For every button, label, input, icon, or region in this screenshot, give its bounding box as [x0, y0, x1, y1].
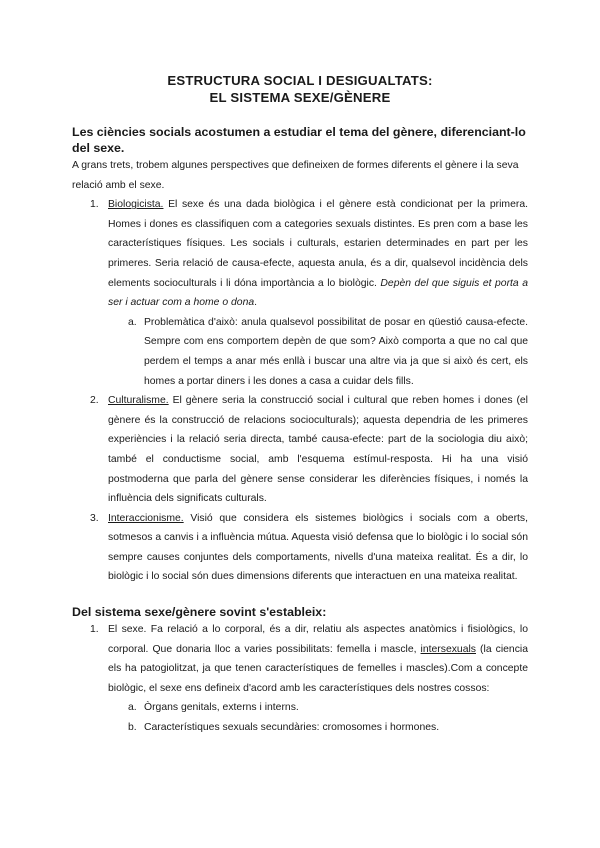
item-text: Visió que considera els sistemes biològics i socials com a oberts, sotmesos a canvis i a influència mútua. Aquesta visió defensa que lo biològic i lo social són sempre causes conjuntes dels comportaments, nivells d'una mateixa realitat. És a dir, lo biològic i lo social són dues dimensions diferents que interactuen en una mateixa realitat. [108, 512, 528, 583]
sub-list-letter: a. [128, 702, 137, 714]
sub-list-item [72, 313, 528, 391]
sub-list-item [72, 698, 528, 718]
section1-heading: Les ciències socials acostumen a estudiar el tema del gènere, diferenciant-lo del sexe. [72, 125, 526, 155]
sexe-genere-list [72, 620, 528, 738]
list-number: 3. [90, 512, 99, 524]
term-culturalisme: Culturalisme. [108, 395, 169, 407]
sub-list-letter: b. [128, 722, 137, 734]
term-biologicista: Biologicista. [108, 199, 164, 211]
list-item [72, 195, 528, 313]
list-item [72, 620, 528, 698]
sub-item-text: Problemàtica d'això: anula qualsevol possibilitat de posar en qüestió causa-efecte. Sempre com ens comportem depèn de que som? Això comporta a que no cal que perdem el temps a anar més enllà i buscar una altre via ja que si això és cert, els homes a portar diners i les dones a casa a cuidar dels fills. [144, 316, 528, 387]
list-number: 1. [90, 624, 99, 636]
list-number: 2. [90, 395, 99, 407]
title-line-1: ESTRUCTURA SOCIAL I DESIGUALTATS: [167, 73, 433, 88]
term-interaccionisme: Interaccionisme. [108, 512, 184, 524]
section1-intro: A grans trets, trobem algunes perspectives que defineixen de formes diferents el gènere i la seva relació amb el sexe. [72, 160, 519, 191]
section2-heading: Del sistema sexe/gènere sovint s'estableix: [72, 605, 327, 620]
list-item [72, 391, 528, 509]
item-italic-text: Depèn del que siguis et porta a ser i actuar com a home o dona [108, 277, 528, 309]
list-item [72, 509, 528, 587]
document-title [72, 72, 528, 106]
item-text: El sexe. Fa relació a lo corporal, és a dir, relatiu als aspectes anatòmics i fisiològics, lo corporal. Que donaria lloc a varies possibilitats: femella i mascle, [108, 624, 528, 655]
term-intersexuals: intersexuals [420, 643, 476, 655]
list-number: 1. [90, 199, 99, 211]
sub-list-item [72, 718, 528, 738]
sub-item-text: Característiques sexuals secundàries: cromosomes i hormones. [144, 722, 440, 734]
item-text: El sexe és una dada biològica i el gènere està condicionat per la primera. Homes i dones es classifiquen com a categories sexuals distintes. Es pren com a base les característiques físiques. Les socials i culturals, estarien determinades en part per les primeres. Seria relació de causa-efecte, aquesta anula, és a dir, qualsevol incidència dels elements socioculturals i li dóna importància a lo biològic. [108, 199, 528, 289]
item-text-end: . [254, 297, 258, 309]
sub-item-text: Òrgans genitals, externs i interns. [144, 702, 299, 714]
title-line-2: EL SISTEMA SEXE/GÈNERE [209, 90, 391, 105]
item-text-end: (la ciencia els ha patogiolitzat, ja que tenen característiques de femelles i mascles).Com a concepte biològic, el sexe ens defineix d'acord amb les característiques dels nostres cossos: [108, 643, 528, 694]
item-text: El gènere seria la construcció social i cultural que reben homes i dones (el gènere és la construcció de relacions socioculturals); aquesta dependria de les primeres experiències i la relació seria directa, també causa-efecte: part de la sociologia diu això; també el conductisme social, amb l'esquema estímul-resposta. Hi ha una visió postmoderna que parla del gènere sense considerar les diferències físiques, i només la influència dels significats culturals. [108, 395, 528, 505]
perspectives-list [72, 195, 528, 587]
sub-list-letter: a. [128, 316, 137, 328]
